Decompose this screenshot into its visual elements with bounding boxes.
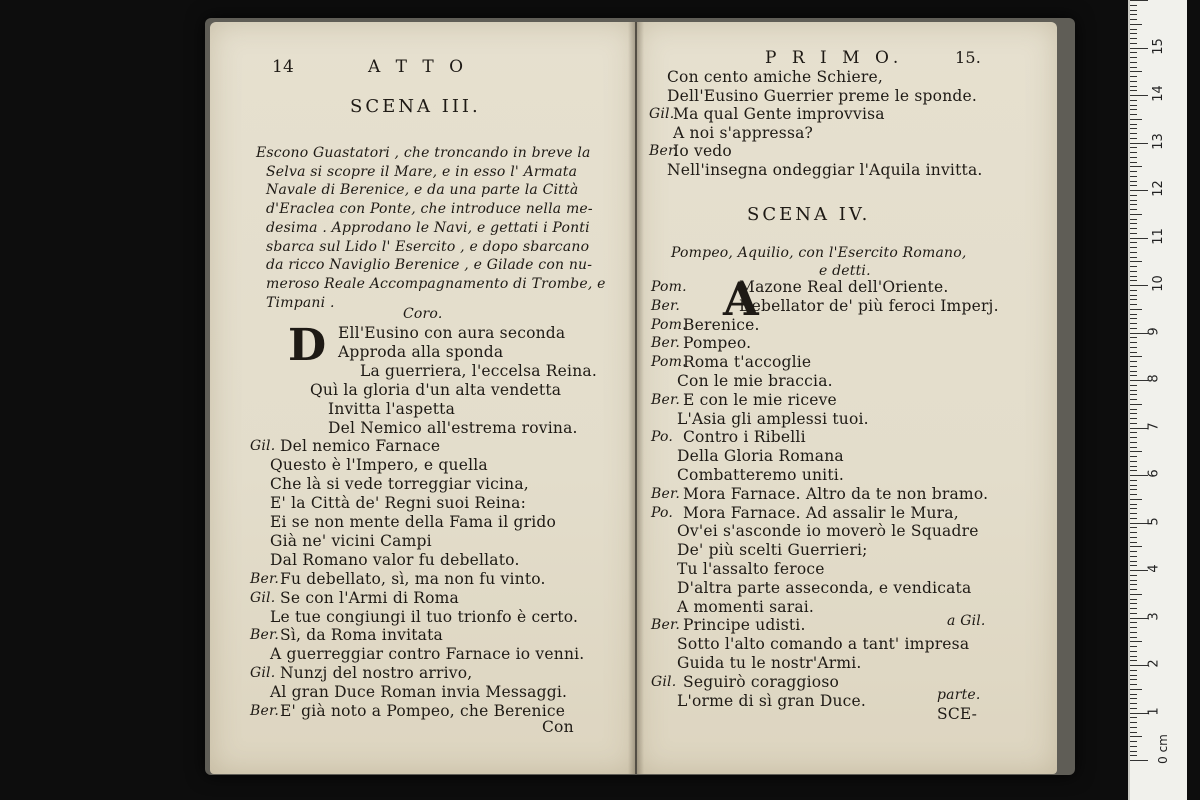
verse-text: Del nemico Farnace	[280, 437, 441, 456]
ruler-tick	[1130, 295, 1137, 296]
ruler-tick	[1130, 190, 1148, 191]
ruler-tick	[1130, 247, 1137, 248]
ruler-tick	[1130, 746, 1137, 747]
speaker-label: Ber.	[651, 617, 680, 634]
verse-text: Mora Farnace. Ad assalir le Mura,	[683, 503, 959, 522]
ruler-number: 10	[1150, 275, 1166, 292]
stage-direction-line: Selva si scopre il Mare, e in esso l' Armata	[266, 163, 578, 180]
verse-text: Nunzj del nostro arrivo,	[280, 664, 473, 683]
ruler-tick	[1130, 90, 1137, 91]
ruler-tick	[1130, 100, 1137, 101]
ruler-tick	[1130, 637, 1137, 638]
ruler-tick	[1130, 200, 1137, 201]
scene-heading-iv: SCENA IV.	[747, 204, 871, 225]
verse-text: Combatteremo uniti.	[677, 466, 845, 484]
ruler-tick	[1130, 727, 1137, 728]
drop-cap-a: A	[723, 272, 759, 326]
exit-note: parte.	[937, 687, 981, 703]
stage-direction-line: Navale di Berenice, e da una parte la Città	[266, 182, 579, 199]
ruler-tick	[1130, 195, 1137, 196]
ruler-tick	[1130, 48, 1148, 49]
ruler-tick	[1130, 627, 1137, 628]
ruler-tick	[1130, 233, 1137, 234]
verse-text: Ma qual Gente improvvisa	[673, 105, 885, 124]
ruler-tick	[1130, 504, 1137, 505]
ruler-tick	[1130, 347, 1137, 348]
ruler-number: 6	[1146, 469, 1162, 478]
ruler-tick	[1130, 10, 1137, 11]
ruler-tick	[1130, 475, 1148, 476]
ruler-tick	[1130, 62, 1137, 63]
ruler-tick	[1130, 589, 1137, 590]
ruler-tick	[1130, 176, 1137, 177]
ruler-number: 8	[1146, 374, 1162, 383]
speaker-label: Gil.	[250, 589, 276, 606]
ruler-tick	[1130, 166, 1142, 167]
verse-text: Berenice.	[683, 315, 760, 334]
speaker-label: Gil.	[649, 106, 675, 123]
ruler-tick	[1130, 266, 1137, 267]
ruler-tick	[1130, 423, 1137, 424]
ruler-tick	[1130, 95, 1148, 96]
ruler-tick	[1130, 736, 1142, 737]
verse-text: Seguirò coraggioso	[683, 672, 840, 691]
ruler-tick	[1130, 641, 1142, 642]
verse-text: Pompeo.	[683, 334, 752, 353]
ruler-tick	[1130, 660, 1137, 661]
ruler-tick	[1130, 594, 1142, 595]
speaker-label: Gil.	[250, 438, 276, 455]
stage-direction-line: Escono Guastatori , che troncando in breve la	[256, 145, 591, 161]
verse-text: Ell'Eusino con aura seconda	[338, 324, 566, 342]
ruler-tick	[1130, 608, 1137, 609]
verse-text: Con cento amiche Schiere,	[667, 68, 884, 86]
right-page	[637, 22, 1057, 774]
ruler-tick	[1130, 470, 1137, 471]
right-running-head: P R I M O.	[765, 48, 904, 68]
verse-text: La guerriera, l'eccelsa Reina.	[360, 361, 597, 380]
speaker-label: Gil.	[651, 673, 677, 690]
ruler-tick	[1130, 342, 1137, 343]
ruler-tick	[1130, 413, 1137, 414]
verse-text: Nell'insegna ondeggiar l'Aquila invitta.	[667, 161, 983, 179]
speaker-label: Ber.	[651, 297, 680, 314]
verse-text: Mora Farnace. Altro da te non bramo.	[683, 484, 989, 503]
ruler-tick	[1130, 333, 1148, 334]
verse-text: Con le mie braccia.	[677, 372, 833, 390]
ruler-tick	[1130, 494, 1137, 495]
verse-text: Questo è l'Impero, e quella	[270, 456, 488, 475]
ruler-tick	[1130, 456, 1137, 457]
ruler-tick	[1130, 755, 1137, 756]
chorus-label: Coro.	[403, 306, 443, 322]
verse-text: Fu debellato, sì, ma non fu vinto.	[280, 569, 546, 588]
ruler-tick	[1130, 71, 1142, 72]
ruler-tick	[1130, 304, 1137, 305]
ruler-tick	[1130, 81, 1137, 82]
verse-text: Se con l'Armi di Roma	[280, 588, 459, 607]
ruler-tick	[1130, 447, 1137, 448]
ruler-tick	[1130, 352, 1137, 353]
ruler-tick	[1130, 24, 1142, 25]
ruler-tick	[1130, 356, 1142, 357]
ruler-tick	[1130, 622, 1137, 623]
ruler-tick	[1130, 466, 1137, 467]
ruler-number: 3	[1146, 611, 1162, 621]
ruler-number: 9	[1146, 326, 1162, 336]
ruler-tick	[1130, 675, 1137, 676]
ruler-tick	[1130, 328, 1137, 329]
ruler-tick	[1130, 43, 1137, 44]
ruler-tick	[1130, 565, 1137, 566]
ruler-tick	[1130, 508, 1137, 509]
ruler-tick	[1130, 33, 1137, 34]
ruler-tick	[1130, 751, 1137, 752]
ruler-tick	[1130, 618, 1148, 619]
speaker-label: Pom.	[651, 279, 687, 295]
speaker-label: Po.	[651, 429, 674, 446]
ruler-tick	[1130, 665, 1148, 666]
ruler-tick	[1130, 76, 1137, 77]
ruler-tick	[1130, 223, 1137, 224]
verse-text: Contro i Ribelli	[683, 428, 806, 447]
ruler-tick	[1130, 285, 1148, 286]
verse-text: Tu l'assalto feroce	[677, 560, 825, 578]
speaker-label: Pom.	[651, 354, 687, 371]
ruler-tick	[1130, 760, 1148, 761]
ruler-tick	[1130, 575, 1137, 576]
ruler-tick	[1130, 52, 1137, 53]
stage-direction-line: Timpani .	[266, 294, 335, 311]
right-page-number: 15.	[955, 48, 982, 67]
verse-text: Dal Romano valor fu debellato.	[270, 550, 520, 569]
ruler-tick	[1130, 651, 1137, 652]
verse-text: Guida tu le nostr'Armi.	[677, 654, 862, 672]
ruler-tick	[1130, 337, 1137, 338]
ruler-tick	[1130, 670, 1137, 671]
left-running-head: A T T O	[368, 57, 469, 77]
ruler-tick	[1130, 556, 1137, 557]
ruler-tick	[1130, 442, 1137, 443]
verse-text: L'orme di sì gran Duce.	[677, 691, 867, 710]
speaker-label: Gil.	[250, 665, 276, 682]
ruler-tick	[1130, 646, 1137, 647]
verse-text: Già ne' vicini Campi	[270, 531, 432, 550]
ruler-tick	[1130, 708, 1137, 709]
ruler-tick	[1130, 679, 1137, 680]
ruler-tick	[1130, 527, 1137, 528]
ruler-tick	[1130, 513, 1137, 514]
ruler-tick	[1130, 138, 1137, 139]
ruler-tick	[1130, 105, 1137, 106]
verse-text: E' la Città de' Regni suoi Reina:	[270, 494, 526, 513]
ruler-tick	[1130, 157, 1137, 158]
ruler-tick	[1130, 603, 1137, 604]
verse-text: A noi s'appressa?	[673, 123, 814, 142]
ruler-tick	[1130, 204, 1137, 205]
verse-text: Mazone Real dell'Oriente.	[739, 278, 949, 296]
ruler-tick	[1130, 366, 1137, 367]
speaker-label: Ber.	[651, 485, 680, 502]
ruler-number: 11	[1150, 227, 1166, 245]
speaker-label: Ber.	[250, 627, 279, 644]
ruler-tick	[1130, 67, 1137, 68]
speaker-label: Ber.	[250, 570, 279, 587]
ruler-tick	[1130, 238, 1148, 239]
verse-text: L'Asia gli amplessi tuoi.	[677, 409, 869, 428]
verse-text: Del Nemico all'estrema rovina.	[328, 418, 578, 437]
verse-text: Ei se non mente della Fama il grido	[270, 513, 557, 531]
ruler-tick	[1130, 14, 1137, 15]
ruler-tick	[1130, 451, 1142, 452]
ruler-unit-label: 0 cm	[1155, 734, 1170, 764]
verse-text: Principe udisti.	[683, 616, 806, 635]
ruler-tick	[1130, 518, 1137, 519]
ruler-tick	[1130, 57, 1137, 58]
ruler-tick	[1130, 276, 1137, 277]
verse-text: Della Gloria Romana	[677, 447, 844, 466]
verse-text: Roma t'accoglie	[683, 353, 812, 372]
verse-text: Approda alla sponda	[338, 342, 504, 361]
ruler-tick	[1130, 480, 1137, 481]
verse-text: Sì, da Roma invitata	[280, 626, 443, 645]
ruler-tick	[1130, 656, 1137, 657]
ruler-tick	[1130, 380, 1148, 381]
ruler-tick	[1130, 613, 1137, 614]
speaker-label: Pom.	[651, 316, 687, 333]
aside-a-gil: a Gil.	[947, 613, 986, 629]
ruler-tick	[1130, 437, 1137, 438]
verse-text: Io vedo	[673, 142, 732, 161]
ruler-tick	[1130, 280, 1137, 281]
ruler-tick	[1130, 532, 1137, 533]
ruler-tick	[1130, 390, 1137, 391]
ruler-tick	[1130, 399, 1137, 400]
ruler-tick	[1130, 717, 1137, 718]
stage-direction-line: meroso Reale Accompagnamento di Trombe, e	[266, 275, 606, 292]
ruler-tick	[1130, 19, 1137, 20]
ruler-tick	[1130, 361, 1137, 362]
book-gutter	[628, 22, 644, 774]
speaker-label: Ber.	[651, 391, 680, 408]
ruler-number: 12	[1150, 180, 1166, 197]
verse-text: D'altra parte asseconda, e vendicata	[677, 578, 972, 597]
verse-text: A guerreggiar contro Farnace io venni.	[270, 645, 585, 664]
ruler-tick	[1130, 371, 1137, 372]
ruler-tick	[1130, 722, 1137, 723]
ruler-tick	[1130, 703, 1137, 704]
verse-text: Sotto l'alto comando a tant' impresa	[677, 635, 970, 654]
ruler-tick	[1130, 713, 1148, 714]
measuring-ruler	[1128, 0, 1187, 800]
drop-cap-d: D	[288, 320, 327, 371]
stage-direction-line: d'Eraclea con Ponte, che introduce nella me-	[266, 201, 593, 218]
verse-text: Dell'Eusino Guerrier preme le sponde.	[667, 86, 978, 105]
scene-heading-iii: SCENA III.	[350, 96, 481, 117]
speaker-label: Ber.	[250, 703, 279, 719]
ruler-number: 5	[1146, 516, 1162, 526]
ruler-tick	[1130, 632, 1137, 633]
stage-direction-line: da ricco Naviglio Berenice , e Gilade con nu-	[266, 257, 593, 274]
ruler-number: 13	[1150, 132, 1166, 150]
ruler-tick	[1130, 162, 1137, 163]
ruler-tick	[1130, 542, 1137, 543]
verse-text: E con le mie riceve	[683, 390, 837, 409]
ruler-number: 1	[1146, 706, 1162, 716]
ruler-tick	[1130, 499, 1142, 500]
ruler-tick	[1130, 570, 1148, 571]
ruler-tick	[1130, 551, 1137, 552]
ruler-tick	[1130, 318, 1137, 319]
ruler-tick	[1130, 375, 1137, 376]
ruler-tick	[1130, 119, 1142, 120]
ruler-tick	[1130, 214, 1142, 215]
ruler-tick	[1130, 394, 1137, 395]
stage-direction-line: e detti.	[819, 263, 871, 279]
verse-text: De' più scelti Guerrieri;	[677, 541, 868, 560]
ruler-number: 4	[1146, 564, 1162, 573]
ruler-tick	[1130, 252, 1137, 253]
verse-text: Che là si vede torreggiar vicina,	[270, 475, 529, 494]
ruler-tick	[1130, 209, 1137, 210]
ruler-tick	[1130, 409, 1137, 410]
ruler-tick	[1130, 385, 1137, 386]
verse-text: Invitta l'aspetta	[328, 399, 456, 418]
ruler-tick	[1130, 124, 1137, 125]
ruler-tick	[1130, 171, 1137, 172]
ruler-tick	[1130, 461, 1137, 462]
ruler-tick	[1130, 309, 1142, 310]
ruler-tick	[1130, 38, 1137, 39]
stage-direction-line: desima . Approdano le Navi, e gettati i Ponti	[266, 219, 590, 236]
verse-text: Quì la gloria d'un alta vendetta	[310, 380, 562, 399]
speaker-label: Ber.	[651, 335, 680, 352]
ruler-tick	[1130, 689, 1142, 690]
ruler-tick	[1130, 261, 1142, 262]
ruler-tick	[1130, 86, 1137, 87]
ruler-tick	[1130, 257, 1137, 258]
ruler-tick	[1130, 128, 1137, 129]
stage-direction-line: sbarca sul Lido l' Esercito , e dopo sbarcano	[266, 238, 590, 255]
ruler-tick	[1130, 152, 1137, 153]
verse-text: Al gran Duce Roman invia Messaggi.	[270, 683, 568, 702]
left-page	[210, 22, 635, 774]
ruler-tick	[1130, 323, 1137, 324]
verse-text: Debellator de' più feroci Imperj.	[739, 296, 999, 315]
verse-text: Ov'ei s'asconde io moverò le Squadre	[677, 522, 979, 541]
ruler-tick	[1130, 418, 1137, 419]
ruler-tick	[1130, 523, 1148, 524]
ruler-tick	[1130, 584, 1137, 585]
speaker-label: Ber.	[649, 143, 678, 160]
ruler-tick	[1130, 732, 1137, 733]
left-catchword: Con	[542, 718, 574, 736]
ruler-tick	[1130, 143, 1148, 144]
verse-text: A momenti sarai.	[677, 597, 815, 616]
speaker-label: Po.	[651, 504, 674, 521]
ruler-tick	[1130, 147, 1137, 148]
verse-text: E' già noto a Pompeo, che Berenice	[280, 702, 566, 720]
ruler-tick	[1130, 242, 1137, 243]
ruler-tick	[1130, 185, 1137, 186]
right-catchword: SCE-	[937, 705, 978, 723]
ruler-number: 2	[1146, 659, 1162, 668]
ruler-tick	[1130, 580, 1137, 581]
left-page-number: 14	[272, 57, 295, 77]
ruler-tick	[1130, 109, 1137, 110]
ruler-tick	[1130, 404, 1142, 405]
ruler-tick	[1130, 561, 1137, 562]
ruler-tick	[1130, 599, 1137, 600]
ruler-tick	[1130, 698, 1137, 699]
ruler-tick	[1130, 133, 1137, 134]
ruler-tick	[1130, 741, 1137, 742]
ruler-tick	[1130, 114, 1137, 115]
ruler-number: 15	[1150, 37, 1166, 55]
ruler-tick	[1130, 694, 1137, 695]
verse-text: Le tue congiungi il tuo trionfo è certo.	[270, 607, 579, 626]
ruler-tick	[1130, 29, 1137, 30]
ruler-tick	[1130, 290, 1137, 291]
ruler-tick	[1130, 432, 1137, 433]
ruler-tick	[1130, 546, 1142, 547]
ruler-number: 7	[1146, 421, 1162, 431]
ruler-tick	[1130, 428, 1148, 429]
ruler-tick	[1130, 271, 1137, 272]
ruler-tick	[1130, 299, 1137, 300]
ruler-tick	[1130, 181, 1137, 182]
ruler-tick	[1130, 684, 1137, 685]
ruler-tick	[1130, 489, 1137, 490]
ruler-number: 14	[1150, 85, 1166, 102]
ruler-tick	[1130, 0, 1148, 1]
ruler-tick	[1130, 5, 1137, 6]
ruler-tick	[1130, 537, 1137, 538]
ruler-tick	[1130, 314, 1137, 315]
ruler-tick	[1130, 219, 1137, 220]
ruler-tick	[1130, 485, 1137, 486]
ruler-tick	[1130, 228, 1137, 229]
stage-direction-line: Pompeo, Aquilio, con l'Esercito Romano,	[671, 245, 967, 261]
